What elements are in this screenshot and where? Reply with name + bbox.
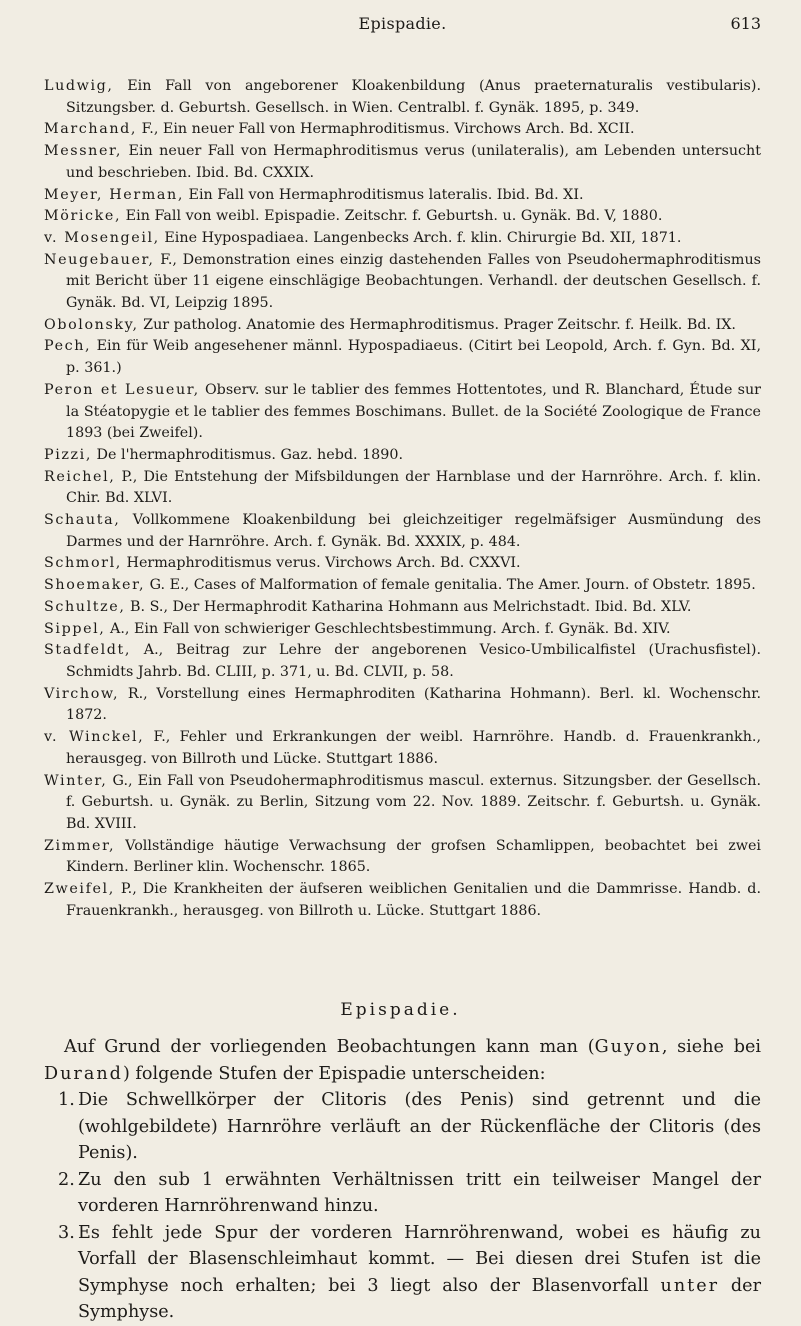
reference-text: F., Demonstration eines einzig dastehenden Falles von Pseudohermaphroditismus mit Bericht über 11 eigene einschlägige Beobachtungen. Verhandl. der deutschen Gesellsch. f. Gynäk. Bd. VI, Leipzig 1895. <box>66 251 761 312</box>
cited-author-durand: Durand <box>44 1063 123 1084</box>
item-number: 3. <box>58 1222 75 1243</box>
reference-text: G., Ein Fall von Pseudohermaphroditismus mascul. externus. Sitzungsber. der Gesellsch. f. Geburtsh. u. Gynäk. zu Berlin, Sitzung vom 22. Nov. 1889. Zeitschr. f. Geburtsh. u. Gynäk. Bd. XVIII. <box>66 772 761 832</box>
epispadie-stages-list <box>44 1087 761 1326</box>
reference-text: Ein für Weib angesehener männl. Hypospadiaeus. (Citirt bei Leopold, Arch. f. Gyn. Bd. XI, p. 361.) <box>66 338 761 377</box>
reference-entry <box>44 380 761 445</box>
reference-text: A., Ein Fall von schwieriger Geschlechtsbestimmung. Arch. f. Gynäk. Bd. XIV. <box>105 620 671 637</box>
reference-list <box>44 76 761 922</box>
reference-author: Stadfeldt, <box>44 642 131 659</box>
reference-text: Ein neuer Fall von Hermaphroditismus verus (unilateralis), am Lebenden untersucht und beschrieben. Ibid. Bd. CXXIX. <box>66 143 761 181</box>
reference-author: Winter, <box>44 772 108 789</box>
item-text: Es fehlt jede Spur der vorderen Harnröhrenwand, wobei es häufig zu Vorfall der Blasenschleimhaut kommt. — Bei diesen drei Stufen ist die Symphyse noch erhalten; bei 3 liegt also der Blasenvorfall <box>78 1222 761 1296</box>
reference-author: Pech, <box>44 338 92 355</box>
list-item <box>44 1087 761 1167</box>
reference-entry <box>44 76 761 119</box>
reference-entry <box>44 467 761 510</box>
reference-entry <box>44 640 761 683</box>
reference-author: Pizzi, <box>44 446 92 463</box>
reference-entry <box>44 836 761 879</box>
reference-entry <box>44 597 761 619</box>
reference-author: Shoemaker, <box>44 577 146 594</box>
item-text: Die Schwellkörper der Clitoris (des Penis) sind getrennt und die (wohlgebildete) Harnröhre verläuft an der Rückenfläche der Clitoris (des Penis). <box>78 1090 761 1163</box>
emphasized-word: unter <box>660 1275 720 1296</box>
reference-text: Eine Hypospadiaea. Langenbecks Arch. f. klin. Chirurgie Bd. XII, 1871. <box>159 229 682 246</box>
reference-author: v. Winckel, <box>44 729 145 746</box>
reference-author: Virchow, <box>44 685 120 702</box>
reference-author: Obolonsky, <box>44 316 139 333</box>
reference-entry <box>44 575 761 597</box>
page-header <box>44 14 761 38</box>
reference-entry <box>44 510 761 553</box>
reference-text: Ein Fall von Hermaphroditismus lateralis. Ibid. Bd. XI. <box>184 186 584 203</box>
reference-text: F., Ein neuer Fall von Hermaphroditismus. Virchows Arch. Bd. XCII. <box>137 121 635 138</box>
reference-text: Hermaphroditismus verus. Virchows Arch. Bd. CXXVI. <box>121 555 521 572</box>
item-text-tail: der Symphyse. <box>78 1275 761 1322</box>
reference-author: Zweifel, <box>44 881 115 898</box>
list-item <box>44 1167 761 1220</box>
reference-entry <box>44 879 761 922</box>
intro-text-1: Auf Grund der vorliegenden Beobachtungen kann man ( <box>64 1037 595 1057</box>
reference-text: P., Die Krankheiten der äufseren weiblichen Genitalien und die Dammrisse. Handb. d. Frauenkrankh., herausgeg. von Billroth u. Lücke. Stuttgart 1886. <box>66 881 761 919</box>
reference-text: Observ. sur le tablier des femmes Hottentotes, und R. Blanchard, Étude sur la Stéatopygie et le tablier des femmes Boschimans. Bullet. de la Société Zoologique de France 1893 (bei Zweifel). <box>66 381 762 442</box>
reference-author: Ludwig, <box>44 78 114 94</box>
intro-paragraph <box>44 1034 761 1087</box>
reference-text: P., Die Entstehung der Mifsbildungen der Harnblase und der Harnröhre. Arch. f. klin. Chir. Bd. XLVI. <box>66 468 761 507</box>
reference-entry <box>44 119 761 141</box>
intro-text-2: , siehe bei <box>661 1037 762 1057</box>
reference-entry <box>44 250 761 315</box>
reference-text: Vollkommene Kloakenbildung bei gleichzeitiger regelmäfsiger Ausmündung des Darmes und der Harnröhre. Arch. f. Gynäk. Bd. XXXIX, p. 484. <box>66 512 761 550</box>
reference-author: v. Mosengeil, <box>44 229 160 246</box>
reference-entry <box>44 727 761 770</box>
reference-author: Möricke, <box>44 208 122 225</box>
item-text: Zu den sub 1 erwähnten Verhältnissen tritt ein teilweiser Mangel der vorderen Harnröhrenwand hinzu. <box>78 1169 761 1216</box>
running-title: Epispadie. <box>358 14 447 33</box>
reference-author: Schmorl, <box>44 555 122 572</box>
reference-text: G. E., Cases of Malformation of female genitalia. The Amer. Journ. of Obstetr. 1895. <box>145 577 756 594</box>
reference-author: Peron et Lesueur, <box>44 381 200 398</box>
reference-author: Reichel, <box>44 468 116 485</box>
section-body <box>44 1034 761 1326</box>
page-number: 613 <box>730 14 761 33</box>
reference-entry <box>44 336 761 379</box>
reference-entry <box>44 771 761 836</box>
reference-text: B. S., Der Hermaphrodit Katharina Hohmann aus Melrichstadt. Ibid. Bd. XLV. <box>125 598 692 615</box>
reference-text: R., Vorstellung eines Hermaphroditen (Katharina Hohmann). Berl. kl. Wochenschr. 1872. <box>66 685 761 724</box>
reference-text: De l'hermaphroditismus. Gaz. hebd. 1890. <box>91 446 404 463</box>
reference-entry <box>44 315 761 337</box>
reference-text: A., Beitrag zur Lehre der angeborenen Vesico-Umbilicalfistel (Urachusfistel). Schmidts Jahrb. Bd. CLIII, p. 371, u. Bd. CLVII, p. 58. <box>66 642 761 680</box>
reference-text: F., Fehler und Erkrankungen der weibl. Harnröhre. Handb. d. Frauenkrankh., herausgeg. von Billroth und Lücke. Stuttgart 1886. <box>66 729 762 767</box>
item-number: 2. <box>58 1169 75 1190</box>
reference-text: Ein Fall von angeborener Kloakenbildung (Anus praeternaturalis vestibularis). Sitzungsber. d. Geburtsh. Gesellsch. in Wien. Centralbl. f. Gynäk. 1895, p. 349. <box>66 78 761 116</box>
reference-author: Messner, <box>44 143 123 160</box>
reference-author: Zimmer, <box>44 837 116 854</box>
section-title: Epispadie. <box>340 1000 461 1020</box>
reference-entry <box>44 141 761 184</box>
reference-author: Schauta, <box>44 512 121 529</box>
reference-entry <box>44 619 761 641</box>
reference-author: Neugebauer, <box>44 251 155 268</box>
reference-entry <box>44 445 761 467</box>
reference-entry <box>44 206 761 228</box>
cited-author-guyon: Guyon <box>594 1037 662 1057</box>
reference-author: Marchand, <box>44 121 138 138</box>
reference-author: Meyer, Herman, <box>44 186 184 203</box>
reference-text: Ein Fall von weibl. Epispadie. Zeitschr. f. Geburtsh. u. Gynäk. Bd. V, 1880. <box>121 208 663 225</box>
reference-text: Vollständige häutige Verwachsung der grofsen Schamlippen, beobachtet bei zwei Kindern. Berliner klin. Wochenschr. 1865. <box>66 837 761 876</box>
reference-author: Sippel, <box>44 620 106 637</box>
reference-entry <box>44 553 761 575</box>
reference-entry <box>44 185 761 207</box>
reference-entry <box>44 684 761 727</box>
reference-entry <box>44 228 761 250</box>
item-number: 1. <box>58 1090 75 1110</box>
reference-author: Schultze, <box>44 598 126 615</box>
intro-text-3: ) folgende Stufen der Epispadie unterscheiden: <box>122 1063 546 1084</box>
reference-text: Zur patholog. Anatomie des Hermaphroditismus. Prager Zeitschr. f. Heilk. Bd. IX. <box>138 316 736 333</box>
